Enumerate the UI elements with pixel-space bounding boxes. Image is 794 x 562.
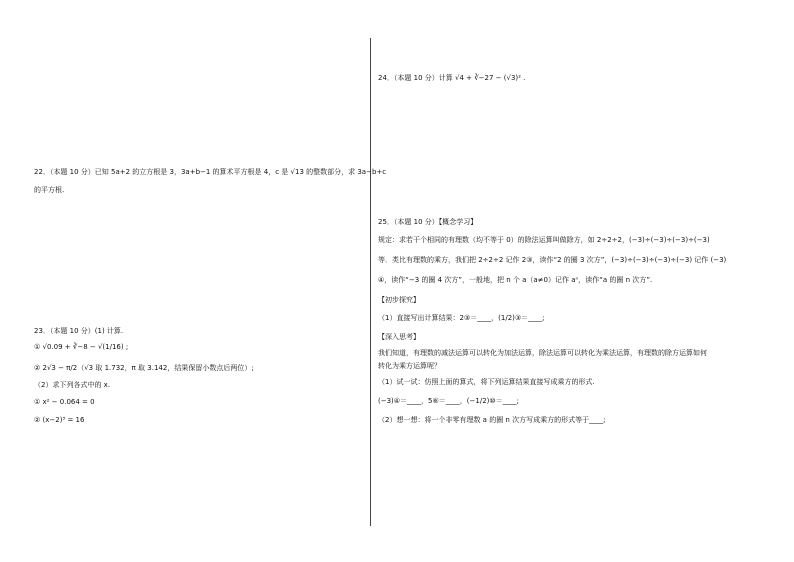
- q25-header: 25．（本题 10 分）【概念学习】: [378, 218, 478, 226]
- q25-line3: ④，读作“−3 的圈 4 次方”，一般地，把 n 个 a（a≠0）记作 aⁿ，读作“a 的圈 n 次方”.: [378, 276, 653, 284]
- q23-part2: （2）求下列各式中的 x.: [34, 381, 111, 389]
- q23-item1: ① √0.09 + ∛−8 − √(1/16) ;: [34, 343, 129, 351]
- q24-text: 24．（本题 10 分）计算 √4 + ∛−27 − (√3)² .: [378, 74, 526, 82]
- q25-line1: 规定：求若干个相同的有理数（均不等于 0）的除法运算叫做除方，如 2÷2÷2，(−3)÷(−3)÷(−3)÷(−3): [378, 236, 710, 244]
- q25-q2-answer: (−3)④＝____，5⑥＝____，(−1/2)⑩＝____;: [378, 397, 520, 405]
- q25-line4: 我们知道，有理数的减法运算可以转化为加法运算，除法运算可以转化为乘法运算，有理数的除方运算如何: [378, 349, 707, 357]
- q25-q3: （2）想一想：将一个非零有理数 a 的圈 n 次方写成乘方的形式等于____;: [378, 416, 606, 424]
- q25-line5: 转化为乘方运算呢？: [378, 362, 441, 370]
- q25-q1: （1）直接写出计算结果：2③＝____，(1/2)③＝____;: [378, 314, 545, 322]
- q23-item4: ② (x−2)³ = 16: [34, 416, 85, 424]
- q23-item3: ① x² − 0.064 = 0: [34, 398, 95, 406]
- q23-item2: ② 2√3 − π/2（√3 取 1.732，π 取 3.142，结果保留小数点后两位）;: [34, 364, 254, 372]
- q25-section-deeper: 【深入思考】: [378, 333, 420, 341]
- q23-header: 23．（本题 10 分）(1) 计算.: [34, 327, 124, 335]
- q25-q2: （1）试一试：仿照上面的算式，将下列运算结果直接写成乘方的形式.: [378, 378, 595, 386]
- q22-line1: 22．（本题 10 分）已知 5a+2 的立方根是 3，3a+b−1 的算术平方根是 4，c 是 √13 的整数部分，求 3a−b+c: [34, 168, 387, 176]
- q25-line2: 等．类比有理数的乘方，我们把 2÷2÷2 记作 2③，读作“2 的圈 3 次方”，(−3)÷(−3)÷(−3)÷(−3) 记作 (−3): [378, 256, 727, 264]
- q25-section-initial: 【初步探究】: [378, 296, 420, 304]
- q22-line2: 的平方根.: [34, 186, 65, 194]
- column-divider: [370, 38, 371, 526]
